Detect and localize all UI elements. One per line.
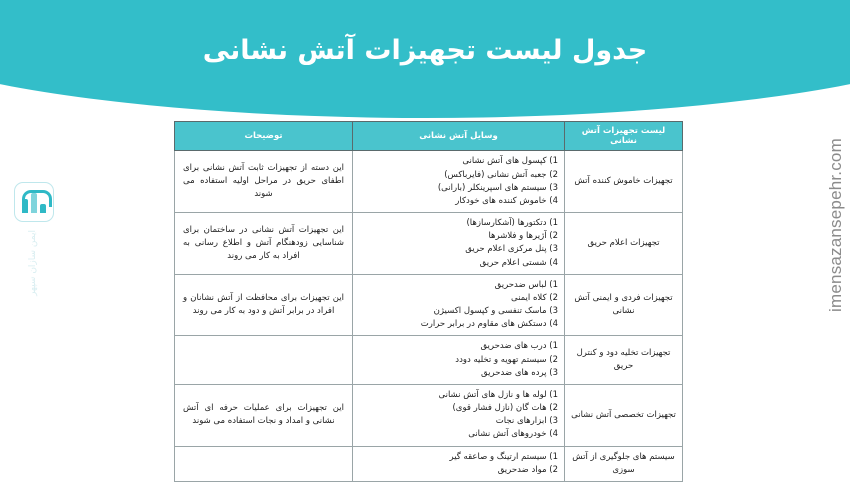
cell-description: این تجهیزات برای عملیات حرفه ای آتش نشانی و امداد و نجات استفاده می شوند [175,384,353,446]
fire-equipment-table [174,121,683,482]
cell-items [353,213,565,275]
table-body [175,151,683,482]
cell-category: تجهیزات فردی و ایمنی آتش نشانی [565,274,683,336]
equipment-item: 3) پنل مرکزی اعلام حریق [465,244,558,255]
cell-category: تجهیزات تخصصی آتش نشانی [565,384,683,446]
cell-description: این دسته از تجهیزات ثابت آتش نشانی برای اطفای حریق در مراحل اولیه استفاده می شوند [175,151,353,213]
equipment-item: 2) جعبه آتش نشانی (فایرباکس) [444,169,558,180]
equipment-item: 3) پرده های ضدحریق [481,367,558,378]
equipment-item: 1) درب های ضدحریق [480,341,558,352]
equipment-item: 2) سیستم تهویه و تخلیه دودد [455,354,558,365]
column-header-items: وسایل آتش نشانی [353,122,565,151]
cell-description [175,336,353,385]
cell-category: تجهیزات اعلام حریق [565,213,683,275]
equipment-item: 1) کپسول های آتش نشانی [462,156,558,167]
equipment-item: 2) مواد ضدحریق [497,464,558,475]
logo-caption: ایمن سازان سپهر [28,230,39,296]
equipment-item: 2) آژیرها و فلاشرها [488,231,558,242]
equipment-item: 1) دتکتورها (آشکارسازها) [466,218,558,229]
cell-category: تجهیزات خاموش کننده آتش [565,151,683,213]
cell-items [353,336,565,385]
equipment-item: 2) کلاه ایمنی [510,292,558,303]
site-url-watermark: imensazansepehr.com [826,138,845,312]
table-row [175,274,683,336]
logo-bar-1 [22,199,28,213]
cell-description: این تجهیزات برای محافظت از آتش نشانان و افراد در برابر آتش و دود به کار می روند [175,274,353,336]
cell-items [353,151,565,213]
equipment-item: 4) خاموش کننده های خودکار [455,195,558,206]
logo-bar-2 [31,193,37,213]
cell-items [353,384,565,446]
logo-icon [14,182,54,222]
equipment-item: 1) لوله ها و نازل های آتش نشانی [438,389,558,400]
equipment-item: 2) هات گان (نازل فشار قوی) [452,403,558,414]
company-logo-watermark [6,182,62,296]
cell-items [353,274,565,336]
equipment-item: 4) دستکش های مقاوم در برابر حرارت [420,319,558,330]
equipment-table-container [175,121,683,482]
column-header-category: لیست تجهیزات آتش نشانی [565,122,683,151]
table-row [175,151,683,213]
table-row [175,384,683,446]
page-banner [0,0,850,118]
column-header-description: توضیحات [175,122,353,151]
equipment-item: 1) سیستم ارتینگ و صاعقه گیر [449,451,558,462]
cell-category: سیستم های جلوگیری از آتش سوزی [565,446,683,481]
equipment-item: 1) لباس ضدحریق [494,279,558,290]
cell-description [175,446,353,481]
table-row [175,213,683,275]
table-header-row [175,122,683,151]
equipment-item: 4) شستی اعلام حریق [479,257,558,268]
cell-description: این تجهیزات آتش نشانی در ساختمان برای شناسایی زودهنگام آتش و اطلاع رسانی به افراد به کار می روند [175,213,353,275]
table-head [175,122,683,151]
page-title: جدول لیست تجهیزات آتش نشانی [202,34,648,66]
cell-category: تجهیزات تخلیه دود و کنترل حریق [565,336,683,385]
logo-bar-3 [40,204,46,213]
table-row [175,336,683,385]
equipment-item: 3) سیستم های اسپرینکلر (بارانی) [437,182,558,193]
table-row [175,446,683,481]
equipment-item: 3) ماسک تنفسی و کپسول اکسیژن [433,306,558,317]
cell-items [353,446,565,481]
equipment-item: 4) خودروهای آتش نشانی [468,429,558,440]
equipment-item: 3) ابزارهای نجات [495,416,558,427]
